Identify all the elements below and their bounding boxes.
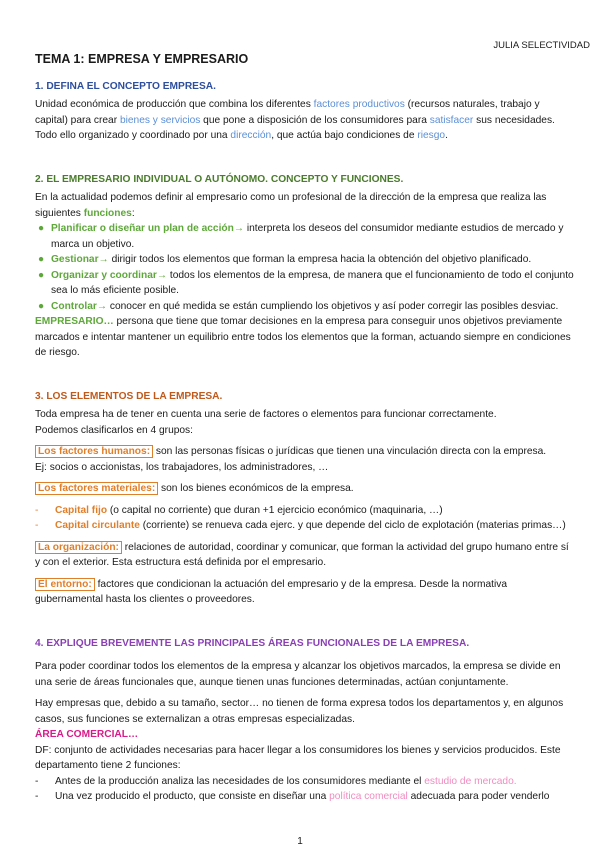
document-title: TEMA 1: EMPRESA Y EMPRESARIO	[35, 52, 249, 66]
section-4-paragraph-2: Hay empresas que, debido a su tamaño, sector… no tienen de forma expresa todos los departamentos y, en algunos casos, sus funciones se externalizan a otras empresas especializadas.	[35, 698, 564, 725]
capital-text: (corriente) se renueva cada ejerc. y que depende del ciclo de explotación (materias primas…)	[139, 520, 566, 531]
text: persona que tiene que tomar decisiones en la empresa para conseguir unos objetivos previamente marcados e intentar mantener un equilibrio entre todos los elementos que la forman, actuando siempre en condiciones de riesgo.	[35, 316, 571, 358]
section-3-heading: 3. LOS ELEMENTOS DE LA EMPRESA.	[35, 390, 223, 402]
text: relaciones de autoridad, coordinar y comunicar, que forman la actividad del grupo humano entre sí y con el exterior. Esta estructura está definida por el empresario.	[35, 541, 569, 568]
text: Unidad económica de producción que combina los diferentes	[35, 99, 314, 110]
text: (recursos naturales, trabajo y capital) para crear	[35, 99, 540, 126]
factores-humanos-example: Ej: socios o accionistas, los trabajadores, los administradores, …	[35, 461, 329, 473]
capital-list	[35, 503, 575, 534]
function-keyword: Organizar y coordinar→	[51, 269, 168, 281]
boxed-keyword: El entorno:	[35, 578, 95, 591]
funciones-list	[35, 221, 575, 314]
text: factores que condicionan la actuación del empresario y de la empresa. Desde la normativa gubernamental hasta los clientes o proveedores.	[35, 578, 508, 605]
text: son las personas físicas o jurídicas que tienen una vinculación directa con la empresa.	[153, 446, 547, 457]
area-comercial-definition: DF: conjunto de actividades necesarias para hacer llegar a los consumidores los bienes y servicios producidos. Este departamento tiene 2 funciones:	[35, 744, 561, 771]
text: :	[131, 207, 135, 219]
keyword-factores-productivos: factores productivos	[313, 99, 405, 110]
list-item	[35, 774, 575, 790]
text: En la actualidad podemos definir al empresario como un profesional de la dirección de la empresa que realiza las siguientes	[35, 192, 547, 219]
factores-humanos	[35, 444, 575, 460]
function-keyword: Gestionar→	[51, 254, 109, 265]
list-item	[35, 221, 575, 252]
boxed-keyword: La organización:	[35, 541, 122, 554]
capital-keyword: Capital circulante	[55, 520, 140, 531]
function-keyword: política comercial	[329, 791, 408, 802]
function-keyword: estudio de mercado.	[424, 775, 517, 787]
text: que pone a disposición de los consumidores para	[200, 114, 430, 126]
area-comercial-heading: ÁREA COMERCIAL…	[35, 729, 139, 740]
function-text: dirigir todos los elementos que forman la empresa hacia la obtención del objetivo planificado.	[108, 254, 532, 265]
section-3-paragraph-1: Toda empresa ha de tener en cuenta una serie de factores o elementos para funcionar correctamente.	[35, 409, 497, 420]
bullet-icon: ●	[38, 300, 45, 312]
section-4-heading: 4. EXPLIQUE BREVEMENTE LAS PRINCIPALES ÁREAS FUNCIONALES DE LA EMPRESA.	[35, 637, 470, 649]
function-text: Una vez producido el producto, que consiste en diseñar una	[55, 791, 330, 802]
capital-text: (o capital no corriente) que duran +1 ejercicio económico (maquinaria, …)	[107, 504, 443, 516]
keyword-satisfacer: satisfacer	[429, 114, 474, 126]
dash-icon: -	[35, 791, 39, 802]
bullet-icon: ●	[38, 223, 45, 234]
dash-icon: -	[35, 504, 39, 516]
section-1-heading: 1. DEFINA EL CONCEPTO EMPRESA.	[35, 80, 216, 92]
function-keyword: Controlar→	[51, 300, 108, 312]
list-item	[35, 268, 575, 299]
boxed-keyword: Los factores materiales:	[35, 482, 158, 495]
empresario-definition	[35, 314, 575, 361]
keyword-bienes-servicios: bienes y servicios	[119, 114, 201, 126]
keyword-direccion: dirección	[230, 130, 272, 141]
organizacion	[35, 540, 575, 571]
text: son los bienes económicos de la empresa.	[158, 483, 354, 494]
function-keyword: Planificar o diseñar un plan de acción→	[51, 223, 245, 234]
function-text: conocer en qué medida se están cumpliendo los objetivos y así poder corregir las posibles desviac.	[107, 300, 559, 312]
keyword-riesgo: riesgo	[417, 130, 446, 141]
area-comercial-functions	[35, 774, 575, 805]
dash-icon: -	[35, 775, 39, 787]
function-text: interpreta los deseos del consumidor mediante estudios de mercado y marca un objetivo.	[51, 223, 564, 250]
section-3-paragraph-2: Podemos clasificarlos en 4 grupos:	[35, 424, 193, 436]
list-item	[35, 299, 575, 315]
section-1-paragraph	[35, 97, 575, 144]
list-item	[35, 518, 575, 534]
boxed-keyword: Los factores humanos:	[35, 445, 153, 458]
function-text: Antes de la producción analiza las necesidades de los consumidores mediante el	[55, 775, 425, 787]
entorno	[35, 577, 575, 608]
keyword-empresario: EMPRESARIO…	[35, 316, 114, 327]
text: .	[445, 130, 448, 141]
function-text: todos los elementos de la empresa, de manera que el funcionamiento de todo el conjunto sea lo más eficiente posible.	[51, 269, 574, 296]
list-item	[35, 252, 575, 268]
section-4-paragraph-1: Para poder coordinar todos los elementos de la empresa y alcanzar los objetivos marcados, la empresa se divide en una serie de áreas funcionales que, aunque tienen unas funciones determinadas, actúan conjuntamente.	[35, 661, 561, 688]
dash-icon: -	[35, 520, 39, 531]
section-2-heading: 2. EL EMPRESARIO INDIVIDUAL O AUTÓNOMO. CONCEPTO Y FUNCIONES.	[35, 173, 404, 185]
page-number: 1	[297, 836, 303, 847]
section-2-intro	[35, 190, 575, 221]
capital-keyword: Capital fijo	[55, 504, 108, 516]
bullet-icon: ●	[38, 269, 45, 281]
text: sus necesidades. Todo ello organizado y coordinado por una	[35, 114, 555, 141]
text: , que actúa bajo condiciones de	[271, 130, 418, 141]
list-item	[35, 503, 575, 519]
document-page	[35, 52, 575, 805]
bullet-icon: ●	[38, 254, 45, 265]
list-item	[35, 789, 575, 805]
keyword-funciones: funciones	[83, 207, 132, 219]
factores-materiales	[35, 481, 575, 497]
author-header: JULIA SELECTIVIDAD	[493, 40, 590, 51]
function-tail: adecuada para poder venderlo	[407, 791, 550, 802]
